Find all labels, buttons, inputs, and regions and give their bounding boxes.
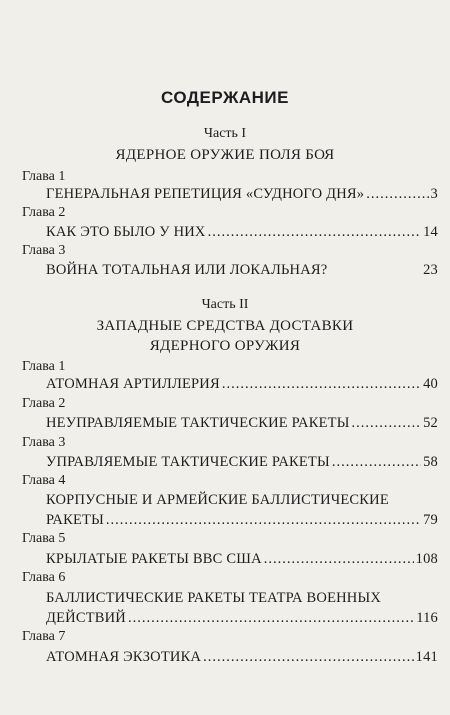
dot-leader (128, 608, 414, 628)
chapter-title: ГЕНЕРАЛЬНАЯ РЕПЕТИЦИЯ «СУДНОГО ДНЯ» (46, 186, 365, 202)
page-number: 79 (423, 512, 438, 528)
dot-leader (106, 510, 421, 530)
chapter-title: УПРАВЛЯЕМЫЕ ТАКТИЧЕСКИЕ РАКЕТЫ (46, 454, 330, 470)
chapter-title: ДЕЙСТВИЙ (46, 610, 126, 626)
toc-entry[interactable] (46, 222, 438, 242)
toc-entry[interactable] (46, 588, 438, 628)
chapter-title: ВОЙНА ТОТАЛЬНАЯ ИЛИ ЛОКАЛЬНАЯ? (46, 262, 328, 278)
part-title-line: ЯДЕРНОЕ ОРУЖИЕ ПОЛЯ БОЯ (115, 147, 335, 163)
dot-leader (203, 647, 414, 667)
part-label: Часть I (203, 126, 247, 141)
chapter-title: НЕУПРАВЛЯЕМЫЕ ТАКТИЧЕСКИЕ РАКЕТЫ (46, 415, 350, 431)
page-number: 14 (423, 224, 438, 240)
page-number: 40 (423, 376, 438, 392)
toc-entry[interactable] (46, 452, 438, 472)
page-number: 58 (423, 454, 438, 470)
toc-entry[interactable] (46, 374, 438, 394)
dot-leader (208, 222, 422, 242)
part-title (0, 145, 450, 165)
chapter-title: КОРПУСНЫЕ И АРМЕЙСКИЕ БАЛЛИСТИЧЕСКИЕ (46, 492, 389, 508)
chapter-label: Глава 3 (22, 435, 66, 450)
dot-leader (222, 374, 421, 394)
chapter-title: АТОМНАЯ ЭКЗОТИКА (46, 649, 202, 665)
toc-entry[interactable] (46, 490, 438, 530)
chapter-label: Глава 3 (22, 243, 66, 258)
dot-leader (366, 184, 428, 204)
page-number: 23 (423, 262, 438, 278)
dot-leader (332, 452, 421, 472)
toc-entry[interactable] (46, 260, 438, 280)
toc-entry[interactable] (46, 549, 438, 569)
toc-entry[interactable] (46, 647, 438, 667)
dot-leader (264, 549, 414, 569)
toc-title: СОДЕРЖАНИЕ (161, 88, 289, 107)
part-title-line: ЯДЕРНОГО ОРУЖИЯ (149, 338, 301, 354)
chapter-label: Глава 6 (22, 570, 66, 585)
toc-entry[interactable] (46, 413, 438, 433)
page-number: 3 (430, 186, 438, 202)
page-number: 116 (416, 610, 438, 626)
chapter-label: Глава 7 (22, 629, 66, 644)
chapter-title: КРЫЛАТЫЕ РАКЕТЫ ВВС США (46, 551, 262, 567)
chapter-label: Глава 1 (22, 169, 66, 184)
chapter-label: Глава 2 (22, 205, 66, 220)
part-title-line: ЗАПАДНЫЕ СРЕДСТВА ДОСТАВКИ (96, 318, 354, 334)
chapter-title: АТОМНАЯ АРТИЛЛЕРИЯ (46, 376, 220, 392)
chapter-title: РАКЕТЫ (46, 512, 104, 528)
dot-leader (352, 413, 422, 433)
chapter-label: Глава 5 (22, 531, 66, 546)
toc-entry[interactable] (46, 184, 438, 204)
chapter-label: Глава 1 (22, 359, 66, 374)
page-number: 141 (415, 649, 438, 665)
page-number: 52 (423, 415, 438, 431)
chapter-label: Глава 2 (22, 396, 66, 411)
part-title (0, 316, 450, 356)
part-label: Часть II (201, 297, 249, 312)
chapter-title: БАЛЛИСТИЧЕСКИЕ РАКЕТЫ ТЕАТРА ВОЕННЫХ (46, 590, 381, 606)
chapter-title: КАК ЭТО БЫЛО У НИХ (46, 224, 206, 240)
page-number: 108 (415, 551, 438, 567)
chapter-label: Глава 4 (22, 473, 66, 488)
